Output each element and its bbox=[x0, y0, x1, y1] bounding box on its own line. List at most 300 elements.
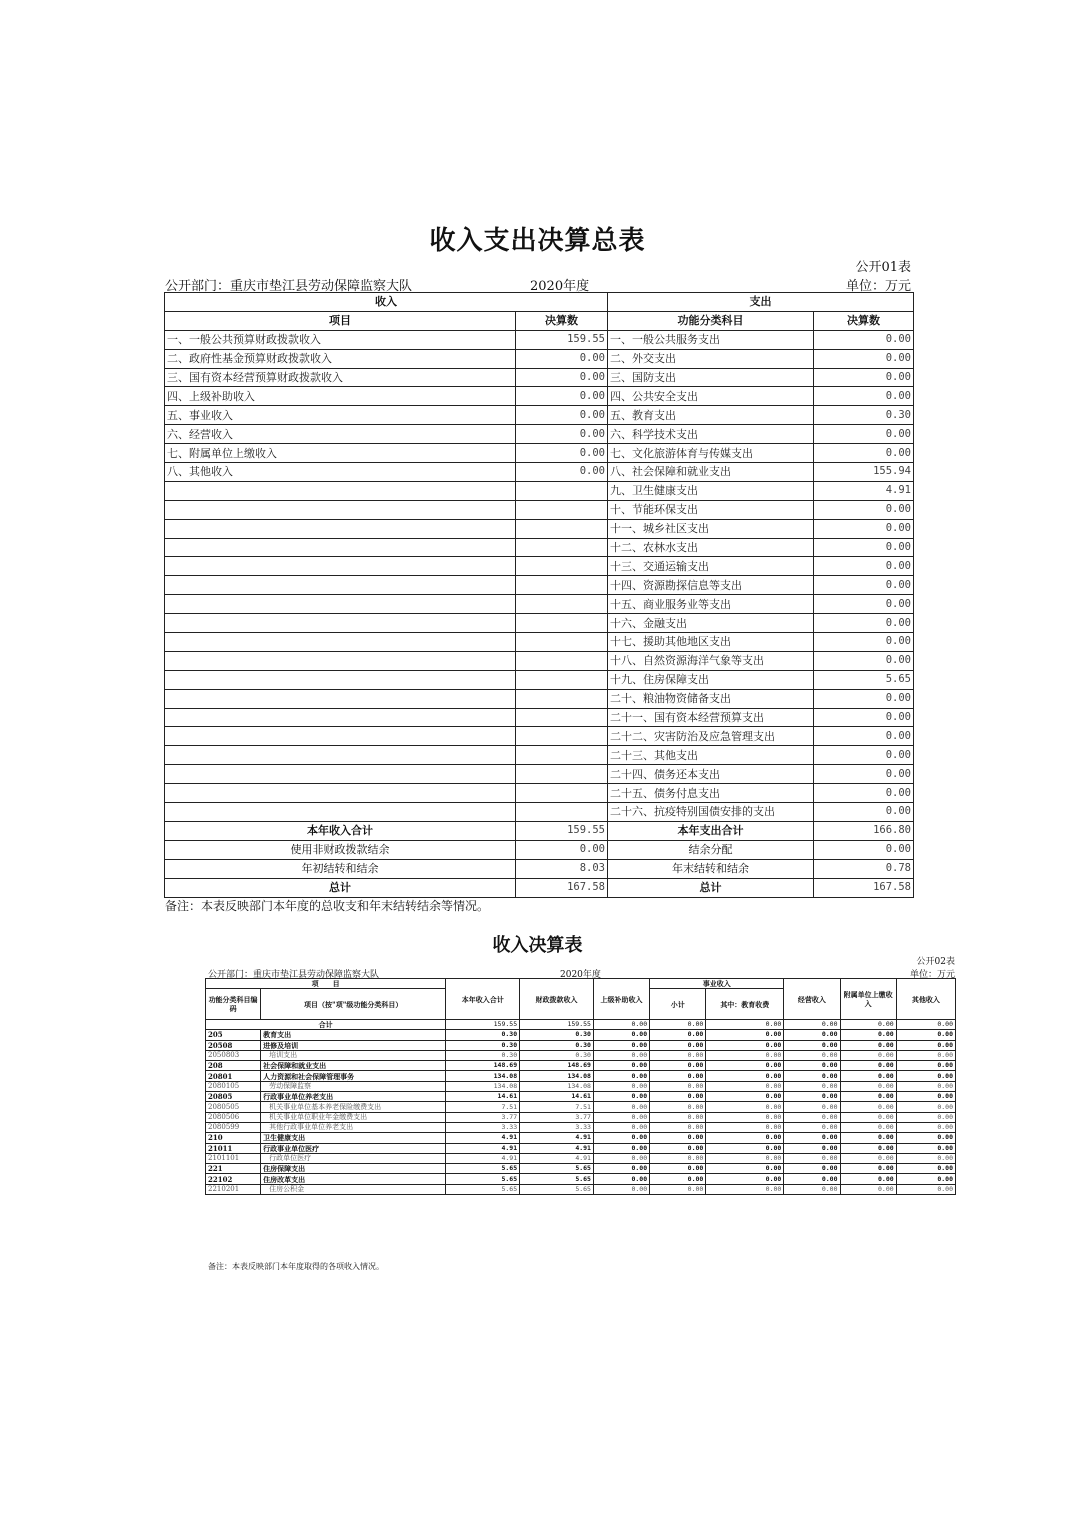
func-name: 机关事业单位职业年金缴费支出 bbox=[261, 1112, 446, 1122]
amount: 0.00 bbox=[593, 1050, 649, 1060]
expense-amount: 0.00 bbox=[814, 500, 914, 519]
expense-amount: 0.00 bbox=[814, 614, 914, 633]
expense-item: 八、社会保障和就业支出 bbox=[608, 463, 814, 482]
income-amount bbox=[516, 765, 608, 784]
income-amount bbox=[516, 746, 608, 765]
amount: 0.00 bbox=[784, 1153, 840, 1163]
expense-item: 六、科学技术支出 bbox=[608, 425, 814, 444]
income-total-label: 使用非财政拨款结余 bbox=[165, 840, 516, 859]
amount: 0.30 bbox=[446, 1040, 520, 1050]
expense-amount: 0.00 bbox=[814, 803, 914, 822]
income-item bbox=[165, 746, 516, 765]
amount: 3.77 bbox=[520, 1112, 594, 1122]
t2-other-header: 其他收入 bbox=[896, 979, 955, 1020]
income-item bbox=[165, 708, 516, 727]
t2-business-header: 事业收入 bbox=[650, 979, 784, 989]
amount: 0.00 bbox=[784, 1040, 840, 1050]
table-row bbox=[165, 444, 914, 463]
table-row bbox=[165, 784, 914, 803]
amount: 0.00 bbox=[896, 1050, 955, 1060]
amount: 0.00 bbox=[593, 1061, 649, 1071]
func-name: 行政单位医疗 bbox=[261, 1153, 446, 1163]
income-header: 收入 bbox=[165, 293, 608, 312]
table-row bbox=[165, 765, 914, 784]
table2-unit: 单位：万元 bbox=[909, 970, 955, 980]
income-item bbox=[165, 633, 516, 652]
amount: 0.00 bbox=[706, 1133, 784, 1143]
income-item: 五、事业收入 bbox=[165, 406, 516, 425]
expense-item: 十一、城乡社区支出 bbox=[608, 519, 814, 538]
total-value: 0.00 bbox=[706, 1020, 784, 1030]
amount: 4.91 bbox=[446, 1133, 520, 1143]
func-code: 205 bbox=[206, 1030, 261, 1040]
income-item bbox=[165, 481, 516, 500]
table2-code: 公开02表 bbox=[916, 957, 955, 967]
amount: 0.00 bbox=[593, 1081, 649, 1091]
amount: 0.00 bbox=[840, 1153, 896, 1163]
amount: 134.08 bbox=[446, 1081, 520, 1091]
expense-amount: 0.00 bbox=[814, 708, 914, 727]
table-row bbox=[165, 406, 914, 425]
expense-amount: 0.00 bbox=[814, 425, 914, 444]
amount: 0.00 bbox=[784, 1133, 840, 1143]
expense-item: 三、国防支出 bbox=[608, 368, 814, 387]
expense-amount: 0.00 bbox=[814, 784, 914, 803]
amount: 0.00 bbox=[840, 1174, 896, 1184]
expense-item: 一、一般公共服务支出 bbox=[608, 330, 814, 349]
amount: 0.30 bbox=[446, 1050, 520, 1060]
total-value: 159.55 bbox=[520, 1020, 594, 1030]
func-code: 210 bbox=[206, 1133, 261, 1143]
expense-amount: 0.00 bbox=[814, 349, 914, 368]
expense-amount: 0.00 bbox=[814, 330, 914, 349]
table-row bbox=[165, 330, 914, 349]
amount: 0.00 bbox=[784, 1122, 840, 1132]
amount: 0.00 bbox=[896, 1030, 955, 1040]
amount: 0.00 bbox=[896, 1061, 955, 1071]
amount: 0.00 bbox=[706, 1071, 784, 1081]
amount: 5.65 bbox=[446, 1174, 520, 1184]
table-row bbox=[165, 633, 914, 652]
expense-item: 十六、金融支出 bbox=[608, 614, 814, 633]
amount: 7.51 bbox=[446, 1102, 520, 1112]
amount: 0.30 bbox=[520, 1040, 594, 1050]
income-item bbox=[165, 538, 516, 557]
income-item bbox=[165, 595, 516, 614]
amount: 0.00 bbox=[650, 1102, 706, 1112]
income-amount bbox=[516, 576, 608, 595]
income-amount bbox=[516, 557, 608, 576]
t2-name-header: 项目（按"项"级功能分类科目） bbox=[261, 989, 446, 1020]
amount: 0.00 bbox=[896, 1102, 955, 1112]
amount: 0.00 bbox=[840, 1061, 896, 1071]
expense-amount: 0.30 bbox=[814, 406, 914, 425]
income-item bbox=[165, 651, 516, 670]
amount: 0.00 bbox=[896, 1081, 955, 1091]
table-row bbox=[206, 1122, 956, 1132]
income-amount bbox=[516, 595, 608, 614]
total-row bbox=[165, 878, 914, 897]
income-amount bbox=[516, 708, 608, 727]
income-item bbox=[165, 557, 516, 576]
amount: 0.00 bbox=[784, 1081, 840, 1091]
income-amount: 0.00 bbox=[516, 387, 608, 406]
expense-item: 二十、粮油物资储备支出 bbox=[608, 689, 814, 708]
expense-amount: 0.00 bbox=[814, 765, 914, 784]
income-amount: 0.00 bbox=[516, 349, 608, 368]
amount: 0.00 bbox=[706, 1092, 784, 1102]
table2-dept: 公开部门：重庆市垫江县劳动保障监察大队 bbox=[208, 970, 380, 980]
amount: 148.69 bbox=[446, 1061, 520, 1071]
table2-note: 备注：本表反映部门本年度取得的各项收入情况。 bbox=[208, 1262, 384, 1271]
func-name: 培训支出 bbox=[261, 1050, 446, 1060]
table-row bbox=[165, 481, 914, 500]
income-item: 八、其他收入 bbox=[165, 463, 516, 482]
income-total-label: 总计 bbox=[165, 878, 516, 897]
amount: 4.91 bbox=[446, 1153, 520, 1163]
expense-amount: 0.00 bbox=[814, 444, 914, 463]
amount: 5.65 bbox=[446, 1184, 520, 1194]
amount: 0.00 bbox=[650, 1184, 706, 1194]
income-item bbox=[165, 576, 516, 595]
amount: 0.00 bbox=[896, 1133, 955, 1143]
amount: 0.00 bbox=[784, 1102, 840, 1112]
income-item: 一、一般公共预算财政拨款收入 bbox=[165, 330, 516, 349]
income-amount bbox=[516, 727, 608, 746]
amount: 0.00 bbox=[706, 1174, 784, 1184]
income-amount bbox=[516, 633, 608, 652]
income-item bbox=[165, 689, 516, 708]
amount: 0.00 bbox=[706, 1164, 784, 1174]
expense-item: 九、卫生健康支出 bbox=[608, 481, 814, 500]
amount: 0.00 bbox=[650, 1050, 706, 1060]
t2-total-header: 本年收入合计 bbox=[446, 979, 520, 1020]
func-name: 机关事业单位基本养老保险缴费支出 bbox=[261, 1102, 446, 1112]
expense-item: 十五、商业服务业等支出 bbox=[608, 595, 814, 614]
amount: 0.00 bbox=[706, 1112, 784, 1122]
amount: 0.00 bbox=[840, 1102, 896, 1112]
total-value: 0.00 bbox=[840, 1020, 896, 1030]
expense-total-amount: 0.00 bbox=[814, 840, 914, 859]
amount: 5.65 bbox=[520, 1184, 594, 1194]
table-row bbox=[206, 1143, 956, 1153]
amount: 0.00 bbox=[650, 1112, 706, 1122]
amount: 0.00 bbox=[650, 1081, 706, 1091]
expense-header: 支出 bbox=[608, 293, 914, 312]
amount: 0.00 bbox=[840, 1112, 896, 1122]
income-item bbox=[165, 670, 516, 689]
expense-amount: 0.00 bbox=[814, 727, 914, 746]
income-amount: 159.55 bbox=[516, 330, 608, 349]
amount: 5.65 bbox=[520, 1174, 594, 1184]
table-row bbox=[165, 595, 914, 614]
func-name: 社会保障和就业支出 bbox=[261, 1061, 446, 1071]
amount: 0.00 bbox=[650, 1092, 706, 1102]
amount: 4.91 bbox=[520, 1143, 594, 1153]
amount: 14.61 bbox=[446, 1092, 520, 1102]
t2-edu-fee-header: 其中：教育收费 bbox=[706, 989, 784, 1020]
expense-item: 十三、交通运输支出 bbox=[608, 557, 814, 576]
amount: 0.00 bbox=[650, 1061, 706, 1071]
amount: 4.91 bbox=[520, 1133, 594, 1143]
amount: 0.00 bbox=[593, 1164, 649, 1174]
total-label: 合计 bbox=[206, 1020, 446, 1030]
amount: 0.30 bbox=[520, 1030, 594, 1040]
expense-amount: 0.00 bbox=[814, 557, 914, 576]
expense-item: 二十三、其他支出 bbox=[608, 746, 814, 765]
income-item bbox=[165, 765, 516, 784]
table-row bbox=[206, 1061, 956, 1071]
amount: 0.00 bbox=[896, 1122, 955, 1132]
income-final-accounts-table bbox=[205, 978, 956, 1195]
amount: 0.00 bbox=[840, 1164, 896, 1174]
total-value: 159.55 bbox=[446, 1020, 520, 1030]
total-value: 0.00 bbox=[593, 1020, 649, 1030]
income-amount bbox=[516, 803, 608, 822]
expense-item: 十七、援助其他地区支出 bbox=[608, 633, 814, 652]
amount: 0.30 bbox=[446, 1030, 520, 1040]
income-amount: 0.00 bbox=[516, 425, 608, 444]
income-total-amount: 0.00 bbox=[516, 840, 608, 859]
expense-item: 十九、住房保障支出 bbox=[608, 670, 814, 689]
expense-total-label: 结余分配 bbox=[608, 840, 814, 859]
income-item bbox=[165, 519, 516, 538]
func-code: 22102 bbox=[206, 1174, 261, 1184]
func-name: 住房改革支出 bbox=[261, 1174, 446, 1184]
func-code: 21011 bbox=[206, 1143, 261, 1153]
income-item: 六、经营收入 bbox=[165, 425, 516, 444]
amount: 0.00 bbox=[784, 1071, 840, 1081]
income-item bbox=[165, 614, 516, 633]
amount: 0.00 bbox=[840, 1030, 896, 1040]
amount: 0.00 bbox=[840, 1092, 896, 1102]
amount: 0.00 bbox=[896, 1143, 955, 1153]
income-total-label: 本年收入合计 bbox=[165, 821, 516, 840]
amount: 0.00 bbox=[706, 1030, 784, 1040]
amount: 0.00 bbox=[706, 1050, 784, 1060]
func-item-header: 功能分类科目 bbox=[608, 311, 814, 330]
amount: 7.51 bbox=[520, 1102, 594, 1112]
income-amount: 0.00 bbox=[516, 444, 608, 463]
expense-amount: 0.00 bbox=[814, 633, 914, 652]
func-code: 2101101 bbox=[206, 1153, 261, 1163]
expense-total-amount: 0.78 bbox=[814, 859, 914, 878]
table-row bbox=[165, 463, 914, 482]
func-code: 2050803 bbox=[206, 1050, 261, 1060]
item-header: 项目 bbox=[165, 311, 516, 330]
income-total-amount: 8.03 bbox=[516, 859, 608, 878]
income-amount bbox=[516, 614, 608, 633]
table-row bbox=[206, 1092, 956, 1102]
amount: 0.00 bbox=[650, 1071, 706, 1081]
amount: 0.00 bbox=[840, 1050, 896, 1060]
table-row bbox=[206, 1030, 956, 1040]
amount: 0.00 bbox=[840, 1133, 896, 1143]
table-row bbox=[165, 387, 914, 406]
amount: 0.00 bbox=[593, 1174, 649, 1184]
amount: 0.00 bbox=[650, 1164, 706, 1174]
total-row bbox=[165, 821, 914, 840]
func-code: 2210201 bbox=[206, 1184, 261, 1194]
amount: 0.00 bbox=[896, 1071, 955, 1081]
expense-item: 十、节能环保支出 bbox=[608, 500, 814, 519]
amount: 0.00 bbox=[593, 1030, 649, 1040]
func-name: 行政事业单位医疗 bbox=[261, 1143, 446, 1153]
t2-subtotal-header: 小计 bbox=[650, 989, 706, 1020]
expense-item: 十四、资源勘探信息等支出 bbox=[608, 576, 814, 595]
t2-code-header: 功能分类科目编码 bbox=[206, 989, 261, 1020]
expense-amount: 0.00 bbox=[814, 595, 914, 614]
table1-title: 收入支出决算总表 bbox=[429, 226, 646, 256]
amount: 0.00 bbox=[593, 1092, 649, 1102]
income-amount: 0.00 bbox=[516, 406, 608, 425]
amount: 148.69 bbox=[520, 1061, 594, 1071]
table1-code: 公开01表 bbox=[855, 260, 911, 275]
expense-total-label: 本年支出合计 bbox=[608, 821, 814, 840]
expense-item: 五、教育支出 bbox=[608, 406, 814, 425]
table-row bbox=[165, 803, 914, 822]
amount: 134.08 bbox=[520, 1071, 594, 1081]
func-code: 2080599 bbox=[206, 1122, 261, 1132]
amount: 0.00 bbox=[706, 1184, 784, 1194]
amount: 0.00 bbox=[896, 1153, 955, 1163]
total-row bbox=[165, 859, 914, 878]
table-row bbox=[206, 1071, 956, 1081]
table-row bbox=[206, 1112, 956, 1122]
amount: 0.00 bbox=[784, 1184, 840, 1194]
table-row bbox=[165, 519, 914, 538]
income-amount bbox=[516, 784, 608, 803]
amount: 0.00 bbox=[840, 1122, 896, 1132]
expense-item: 二十一、国有资本经营预算支出 bbox=[608, 708, 814, 727]
expense-amount: 4.91 bbox=[814, 481, 914, 500]
expense-total-amount: 167.58 bbox=[814, 878, 914, 897]
expense-amount: 0.00 bbox=[814, 538, 914, 557]
expense-amount: 0.00 bbox=[814, 746, 914, 765]
total-value: 0.00 bbox=[650, 1020, 706, 1030]
amount: 0.00 bbox=[840, 1184, 896, 1194]
expense-item: 四、公共安全支出 bbox=[608, 387, 814, 406]
table-row bbox=[165, 746, 914, 765]
t2-item-header: 项 目 bbox=[206, 979, 446, 989]
amount: 14.61 bbox=[520, 1092, 594, 1102]
func-code: 20805 bbox=[206, 1092, 261, 1102]
amount-header: 决算数 bbox=[516, 311, 608, 330]
table-row bbox=[165, 708, 914, 727]
func-name: 人力资源和社会保障管理事务 bbox=[261, 1071, 446, 1081]
income-item: 三、国有资本经营预算财政拨款收入 bbox=[165, 368, 516, 387]
table1-dept: 公开部门：重庆市垫江县劳动保障监察大队 bbox=[165, 279, 413, 294]
expense-amount: 0.00 bbox=[814, 651, 914, 670]
amount: 0.00 bbox=[650, 1040, 706, 1050]
amount: 0.00 bbox=[706, 1153, 784, 1163]
expense-item: 二十四、债务还本支出 bbox=[608, 765, 814, 784]
amount: 0.00 bbox=[784, 1164, 840, 1174]
expense-amount: 0.00 bbox=[814, 368, 914, 387]
amount: 0.00 bbox=[784, 1050, 840, 1060]
table-row bbox=[206, 1081, 956, 1091]
amount: 0.00 bbox=[840, 1081, 896, 1091]
table1-year: 2020年度 bbox=[530, 279, 590, 294]
amount: 0.00 bbox=[896, 1092, 955, 1102]
income-item bbox=[165, 803, 516, 822]
expense-item: 二十六、抗疫特别国债安排的支出 bbox=[608, 803, 814, 822]
table-row bbox=[206, 1164, 956, 1174]
income-amount bbox=[516, 670, 608, 689]
func-name: 卫生健康支出 bbox=[261, 1133, 446, 1143]
amount: 0.00 bbox=[784, 1112, 840, 1122]
amount: 0.00 bbox=[650, 1143, 706, 1153]
table-row bbox=[165, 368, 914, 387]
func-code: 221 bbox=[206, 1164, 261, 1174]
amount: 0.00 bbox=[784, 1143, 840, 1153]
t2-upper-header: 上级补助收入 bbox=[593, 979, 649, 1020]
income-total-label: 年初结转和结余 bbox=[165, 859, 516, 878]
total-value: 0.00 bbox=[896, 1020, 955, 1030]
amount: 0.00 bbox=[593, 1143, 649, 1153]
income-expense-summary-table bbox=[164, 292, 914, 898]
func-code: 2080506 bbox=[206, 1112, 261, 1122]
expense-amount: 0.00 bbox=[814, 387, 914, 406]
total-value: 0.00 bbox=[784, 1020, 840, 1030]
amount: 0.00 bbox=[650, 1122, 706, 1132]
table-row bbox=[165, 670, 914, 689]
income-amount bbox=[516, 500, 608, 519]
table-row bbox=[165, 614, 914, 633]
table-row bbox=[165, 500, 914, 519]
amount: 0.00 bbox=[896, 1040, 955, 1050]
income-amount bbox=[516, 689, 608, 708]
func-name: 其他行政事业单位养老支出 bbox=[261, 1122, 446, 1132]
func-name: 进修及培训 bbox=[261, 1040, 446, 1050]
total-row bbox=[206, 1020, 956, 1030]
expense-total-label: 总计 bbox=[608, 878, 814, 897]
income-total-amount: 167.58 bbox=[516, 878, 608, 897]
func-code: 2080505 bbox=[206, 1102, 261, 1112]
expense-amount: 5.65 bbox=[814, 670, 914, 689]
amount: 0.00 bbox=[840, 1040, 896, 1050]
amount: 0.00 bbox=[593, 1071, 649, 1081]
amount: 0.00 bbox=[650, 1174, 706, 1184]
amount: 0.00 bbox=[784, 1092, 840, 1102]
table-row bbox=[165, 689, 914, 708]
table1-unit: 单位：万元 bbox=[845, 279, 911, 294]
amount: 3.33 bbox=[520, 1122, 594, 1132]
table-row bbox=[165, 425, 914, 444]
t2-fiscal-header: 财政拨款收入 bbox=[520, 979, 594, 1020]
income-item bbox=[165, 784, 516, 803]
table-row bbox=[165, 538, 914, 557]
amount: 0.00 bbox=[650, 1133, 706, 1143]
table2-year: 2020年度 bbox=[560, 970, 601, 980]
func-code: 20508 bbox=[206, 1040, 261, 1050]
amount: 0.00 bbox=[593, 1133, 649, 1143]
amount: 0.00 bbox=[784, 1030, 840, 1040]
expense-item: 二十五、债务付息支出 bbox=[608, 784, 814, 803]
expense-item: 二十二、灾害防治及应急管理支出 bbox=[608, 727, 814, 746]
func-code: 20801 bbox=[206, 1071, 261, 1081]
func-name: 劳动保障监察 bbox=[261, 1081, 446, 1091]
amount: 0.00 bbox=[593, 1122, 649, 1132]
income-amount: 0.00 bbox=[516, 463, 608, 482]
amount: 3.77 bbox=[446, 1112, 520, 1122]
amount: 0.00 bbox=[896, 1174, 955, 1184]
amount: 0.30 bbox=[520, 1050, 594, 1060]
amount: 0.00 bbox=[706, 1102, 784, 1112]
amount2-header: 决算数 bbox=[814, 311, 914, 330]
amount: 0.00 bbox=[593, 1184, 649, 1194]
income-item bbox=[165, 727, 516, 746]
